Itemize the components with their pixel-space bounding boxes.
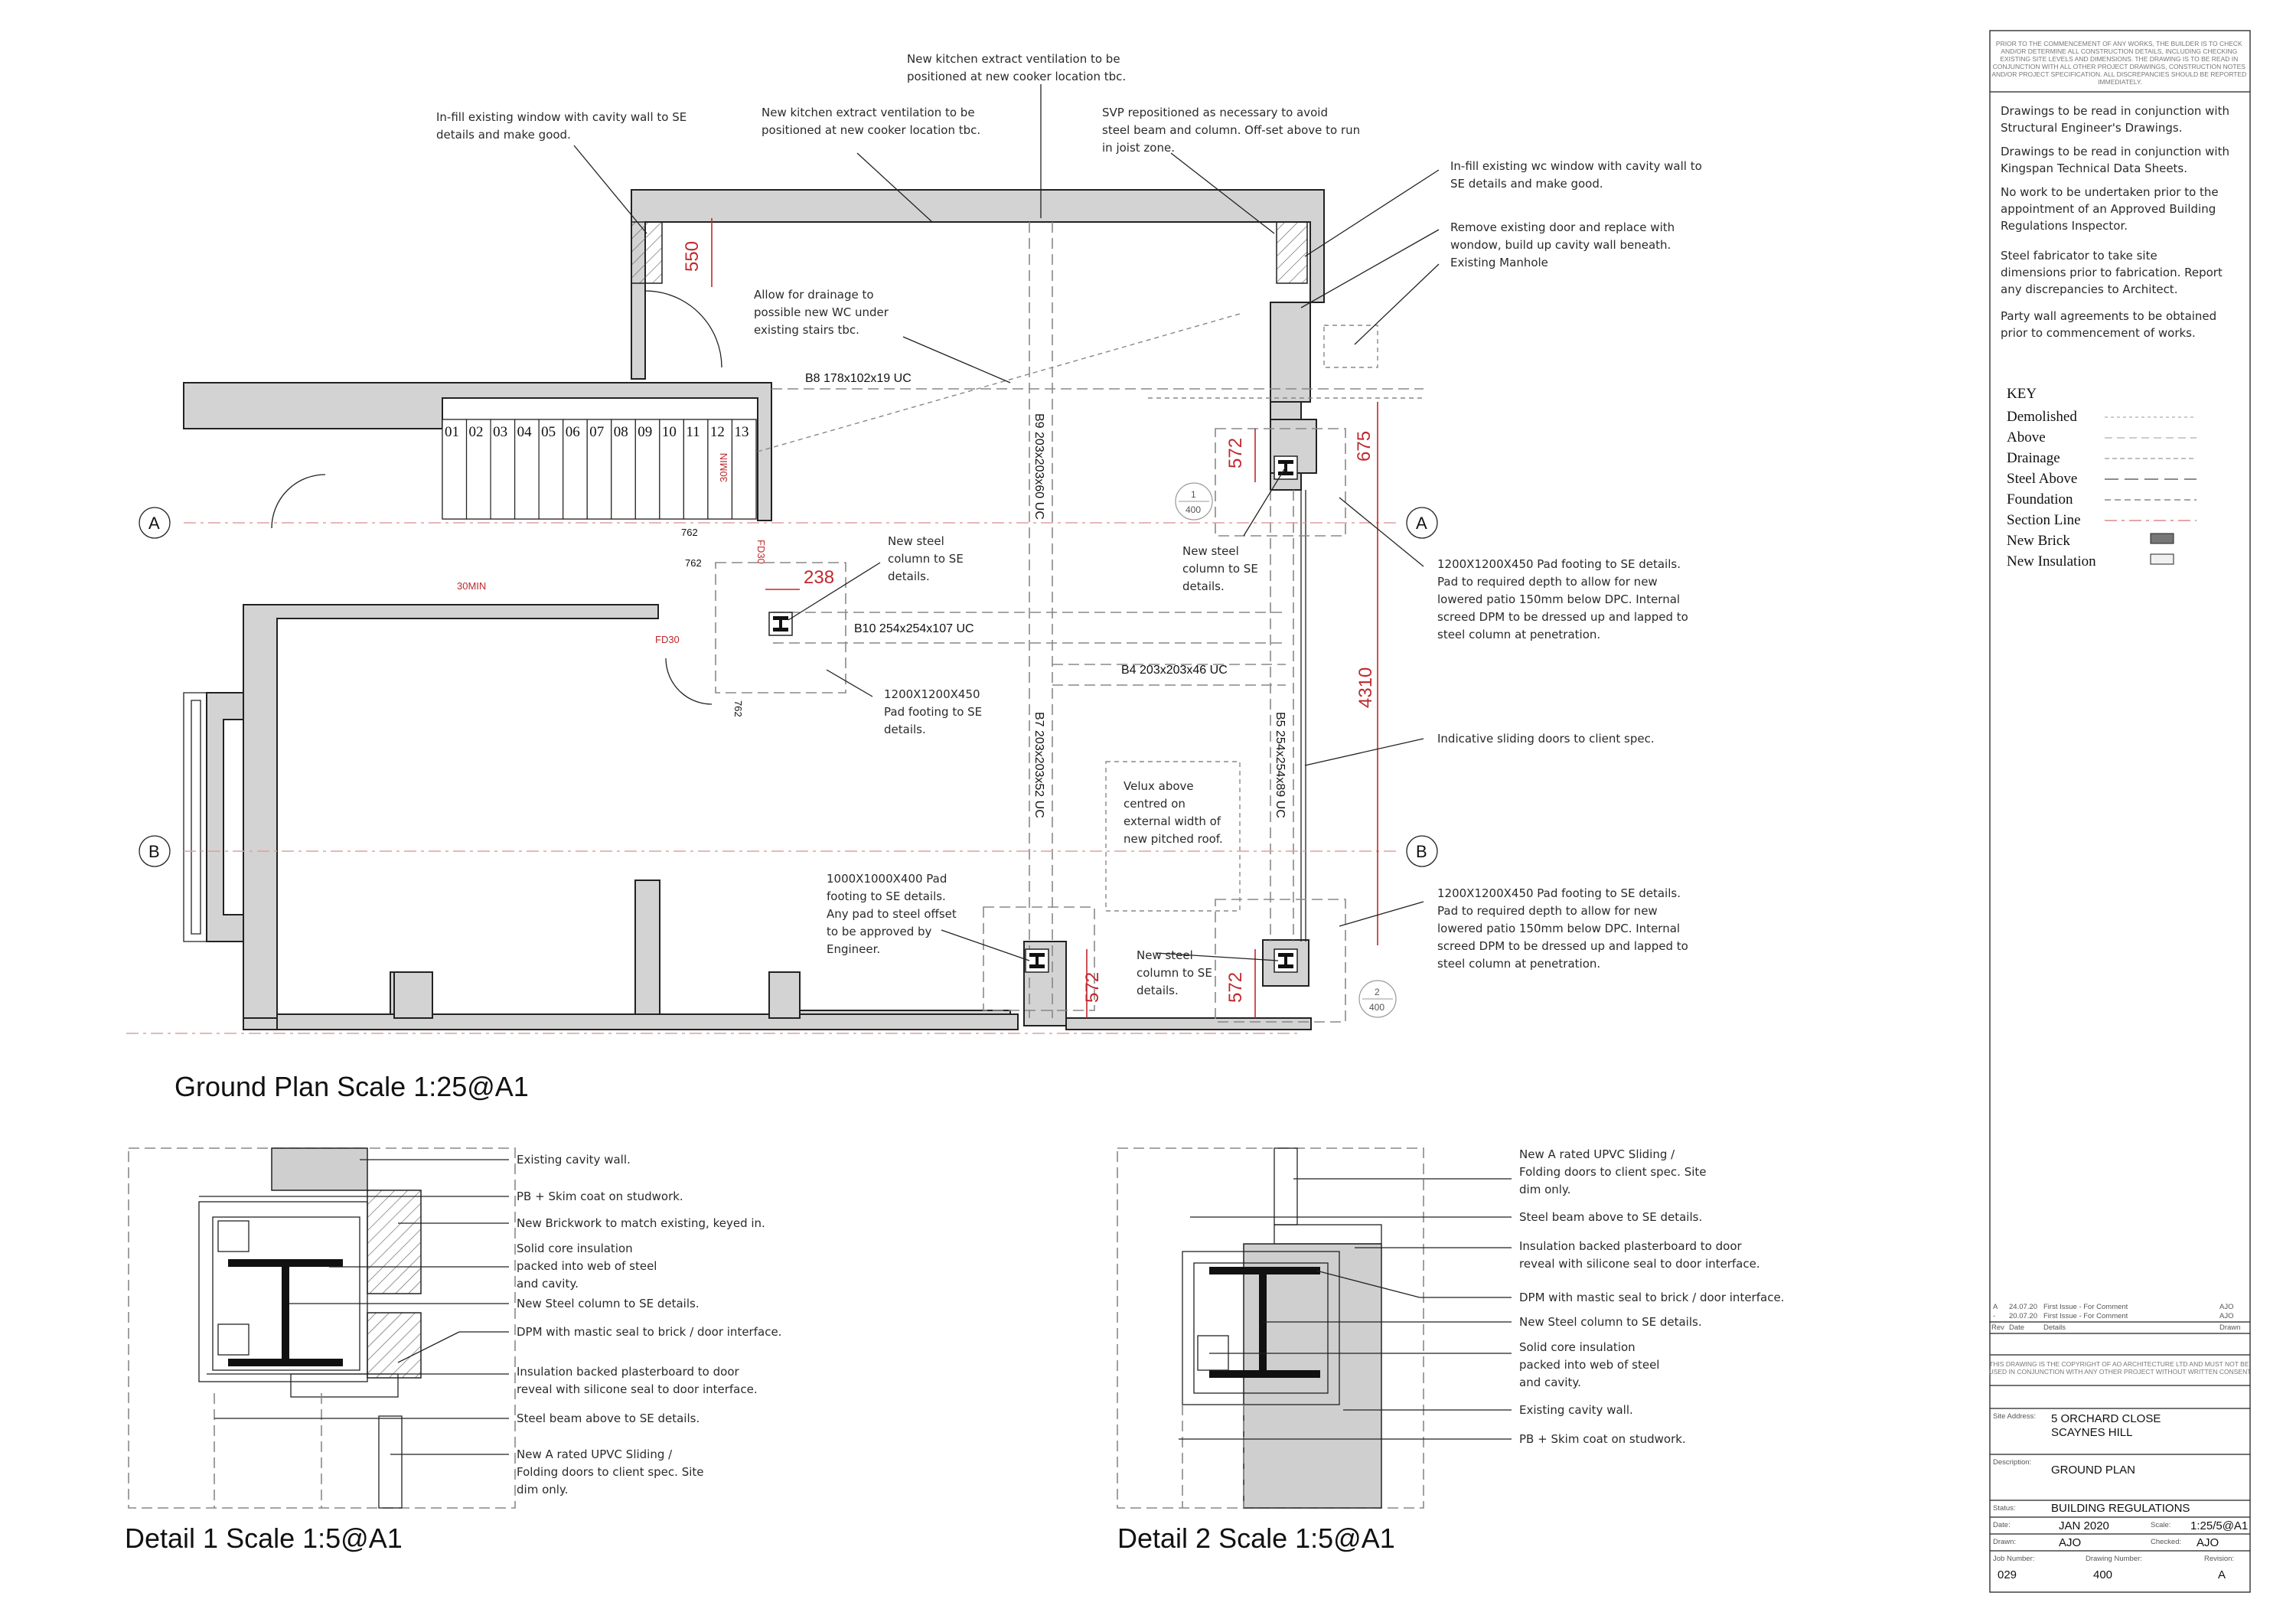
tb-copyright: THIS DRAWING IS THE COPYRIGHT OF AO ARCHITECTURE LTD AND MUST NOT BE USED IN CONJUNCTION WITH ANY OTHER PROJECT WITHOUT WRITTEN CONSENT	[1988, 1360, 2252, 1376]
stair-step-number: 08	[613, 424, 628, 440]
detail-marker-2	[1359, 981, 1396, 1017]
d2-note-3: DPM with mastic seal to brick / door interface.	[1519, 1291, 1785, 1304]
leader-sliding	[1305, 739, 1424, 765]
beam-b9-label: B9 203x203x60 UC	[1032, 413, 1045, 520]
living-left-wall	[243, 605, 658, 1018]
manhole	[1324, 325, 1378, 367]
tb-drawing: 400	[2093, 1568, 2113, 1581]
door-width-2: 762	[685, 557, 702, 569]
detail-1	[125, 1148, 781, 1554]
leader-pad-right-bottom	[1339, 902, 1424, 926]
svg-text:AJO: AJO	[2219, 1303, 2234, 1311]
title-block	[1989, 31, 2252, 1592]
d2-note-7: PB + Skim coat on studwork.	[1519, 1432, 1686, 1446]
tb-revision: A	[2218, 1568, 2226, 1581]
note-remove-door: Remove existing door and replace with wondow, build up cavity wall beneath.	[1450, 220, 1675, 252]
note-steel-col-bottom: New steel column to SE details.	[1137, 948, 1212, 997]
svg-text:B: B	[148, 842, 160, 861]
tb-scale-label: Scale:	[2151, 1521, 2171, 1529]
d2-note-2: Insulation backed plasterboard to door reveal with silicone seal to door interface.	[1519, 1239, 1760, 1271]
stair-note: 30MIN	[718, 452, 729, 482]
dim-572-b: 572	[1082, 971, 1103, 1003]
dim-572-c: 572	[1225, 971, 1246, 1003]
door-swing-hall	[272, 475, 325, 528]
stair-step-number: 09	[638, 424, 653, 440]
detail-marker-1	[1176, 483, 1212, 520]
svg-text:A: A	[1416, 514, 1427, 533]
svg-text:First Issue - For Comment: First Issue - For Comment	[2043, 1312, 2128, 1320]
bay-window	[184, 693, 207, 942]
d1-note-4: New Steel column to SE details.	[517, 1297, 700, 1310]
note-svp: SVP repositioned as necessary to avoid steel beam and column. Off-set above to run in joist zone.	[1102, 106, 1361, 155]
tb-job: 029	[1998, 1568, 2017, 1581]
d1-note-3: Solid core insulation packed into web of steel and cavity.	[517, 1242, 657, 1291]
note-pad-1200-mid: 1200X1200X450 Pad footing to SE details.	[884, 687, 983, 736]
svg-text:A: A	[1993, 1303, 1998, 1311]
stair-step-number: 05	[541, 424, 556, 440]
svg-text:1: 1	[1191, 489, 1196, 500]
note-steel-col-1: New steel column to SE details.	[888, 534, 964, 583]
d2-note-1: Steel beam above to SE details.	[1519, 1210, 1703, 1224]
d2-note-6: Existing cavity wall.	[1519, 1403, 1633, 1417]
svg-text:Date: Date	[2009, 1323, 2025, 1332]
note-steel-col-right: New steel column to SE details.	[1182, 544, 1258, 593]
tb-site-address: 5 ORCHARD CLOSE SCAYNES HILL	[2051, 1412, 2161, 1439]
key-item-label: New Brick	[2007, 533, 2070, 549]
section-marker-b-right	[1407, 836, 1437, 866]
tb-note-0: Drawings to be read in conjunction with Structural Engineer's Drawings.	[2001, 104, 2229, 135]
stair-step-number: 11	[686, 424, 700, 440]
note-infill-window: In-fill existing window with cavity wall to SE details and make good.	[436, 110, 687, 142]
tb-drawn: AJO	[2059, 1536, 2082, 1549]
key-item-label: New Insulation	[2007, 553, 2096, 569]
fd30-a: FD30	[755, 540, 767, 564]
d1-note-2: New Brickwork to match existing, keyed in.	[517, 1216, 765, 1230]
d1-note-5: DPM with mastic seal to brick / door interface.	[517, 1325, 782, 1339]
note-manhole: Existing Manhole	[1450, 256, 1548, 269]
key-item-label: Steel Above	[2007, 471, 2078, 487]
d1-brick-lower	[367, 1313, 421, 1378]
tb-job-label: Job Number:	[1993, 1555, 2035, 1563]
beam-b4-label: B4 203x203x46 UC	[1121, 664, 1228, 677]
door-swing-top	[645, 291, 722, 367]
note-drainage: Allow for drainage to possible new WC under existing stairs tbc.	[754, 288, 889, 337]
beam-b5-label: B5 254x254x89 UC	[1274, 712, 1287, 818]
svg-text:Rev: Rev	[1991, 1323, 2004, 1332]
beam-b7-label: B7 203x203x52 UC	[1032, 712, 1045, 818]
bay-wall	[207, 693, 243, 942]
tb-date: JAN 2020	[2059, 1519, 2109, 1532]
stair-step-number: 13	[734, 424, 749, 440]
beam-b10-label: B10 254x254x107 UC	[854, 622, 974, 635]
stair-step-number: 06	[565, 424, 580, 440]
tb-note-3: Steel fabricator to take site dimensions prior to fabrication. Report any discrepancies to Architect.	[2001, 249, 2223, 296]
d1-note-7: Steel beam above to SE details.	[517, 1411, 700, 1425]
leader-pad-mid	[827, 670, 872, 697]
wall-stub-1	[394, 972, 432, 1018]
tb-drawn-label: Drawn:	[1993, 1538, 2017, 1546]
note-pad-right-bottom: 1200X1200X450 Pad footing to SE details. Pad to required depth to allow for new lowered patio 150mm below DPC. Internal screed DPM to be dressed up and lapped to steel column at penetration.	[1437, 886, 1688, 971]
door-width-3: 762	[732, 700, 744, 717]
detail-2-title: Detail 2 Scale 1:5@A1	[1117, 1522, 1395, 1554]
beam-b8-label: B8 178x102x19 UC	[805, 372, 912, 385]
title-block-frame	[1990, 31, 2250, 1592]
d2-steel-bottom	[1209, 1370, 1320, 1378]
svg-text:24.07.20: 24.07.20	[2009, 1303, 2037, 1311]
note-kitchen-extract-top: New kitchen extract ventilation to be positioned at new cooker location tbc.	[907, 52, 1127, 83]
tb-revision-label: Revision:	[2204, 1555, 2235, 1563]
d2-door-frame	[1274, 1148, 1297, 1225]
key-item-label: Above	[2007, 429, 2046, 445]
svg-text:AJO: AJO	[2219, 1312, 2234, 1320]
d2-note-5: Solid core insulation packed into web of steel and cavity.	[1519, 1340, 1660, 1389]
leader-infill-wc	[1305, 170, 1439, 256]
d1-door-frame	[379, 1416, 402, 1508]
note-pad-right-top: 1200X1200X450 Pad footing to SE details. Pad to required depth to allow for new lowered patio 150mm below DPC. Internal screed DPM to be dressed up and lapped to steel column at penetration.	[1437, 557, 1688, 641]
door-width-1: 762	[681, 527, 698, 538]
tb-status: BUILDING REGULATIONS	[2051, 1502, 2190, 1515]
note-infill-wc: In-fill existing wc window with cavity wall to SE details and make good.	[1450, 159, 1702, 191]
tb-site-label: Site Address:	[1993, 1412, 2036, 1421]
tb-checked: AJO	[2197, 1536, 2219, 1549]
ground-plan	[126, 52, 1706, 1102]
d1-note-0: Existing cavity wall.	[517, 1153, 631, 1167]
revisions	[1990, 1303, 2250, 1333]
leader-drainage	[903, 337, 1010, 383]
section-marker-a-left	[139, 507, 170, 538]
wall-stub-2	[769, 972, 800, 1018]
d1-insulation-left	[218, 1221, 249, 1252]
note-pad-1000: 1000X1000X400 Pad footing to SE details. Any pad to steel offset to be approved by Engineer.	[827, 872, 957, 956]
dim-4310: 4310	[1355, 667, 1376, 708]
key-title: KEY	[2007, 386, 2037, 402]
d1-existing-wall	[272, 1148, 367, 1190]
svg-text:Drawn: Drawn	[2219, 1323, 2241, 1332]
svg-text:400: 400	[1369, 1002, 1385, 1013]
d1-brick-upper	[367, 1190, 421, 1294]
tb-date-label: Date:	[1993, 1521, 2011, 1529]
svg-text:B: B	[1416, 842, 1427, 861]
d1-steel-top	[228, 1259, 343, 1267]
steel-column-mid	[769, 612, 792, 635]
key-box-swatch	[2151, 554, 2174, 564]
tb-drawing-label: Drawing Number:	[2086, 1555, 2142, 1563]
key-box-swatch	[2151, 534, 2174, 543]
detail-1-leaders	[199, 1160, 509, 1454]
svg-text:A: A	[148, 514, 160, 533]
section-marker-b-left	[139, 836, 170, 866]
d2-note-0: New A rated UPVC Sliding / Folding doors to client spec. Site dim only.	[1519, 1147, 1707, 1196]
d2-note-4: New Steel column to SE details.	[1519, 1315, 1702, 1329]
key-item-label: Demolished	[2007, 409, 2077, 425]
leader-manhole	[1355, 264, 1439, 344]
tb-disclaimer: PRIOR TO THE COMMENCEMENT OF ANY WORKS, THE BUILDER IS TO CHECK AND/OR DETERMINE ALL CONSTRUCTION DETAILS, INCLUDING CHECKING EXISTING SITE LEVELS AND DIMENSIONS. THE DRAWING IS TO BE READ IN CONJUNCTION WITH ALL OTHER PROJECT DRAWINGS, CONSTRUCTION NOTES AND/OR PROJECT SPECIFICATION. ALL DISCREPANCIES SHOULD BE REPORTED IMMEDIATELY.	[1991, 40, 2247, 86]
right-wall-upper	[1270, 302, 1310, 402]
tb-desc-label: Description:	[1993, 1458, 2032, 1467]
dim-572-a: 572	[1225, 437, 1246, 468]
svg-text:2: 2	[1375, 987, 1380, 997]
tb-status-label: Status:	[1993, 1504, 2016, 1513]
stair-step-number: 04	[517, 424, 532, 440]
leader-pad-1000	[941, 930, 1029, 961]
svg-text:First Issue - For Comment: First Issue - For Comment	[2043, 1303, 2128, 1311]
section-marker-a-right	[1407, 507, 1437, 538]
d2-steel-top	[1209, 1267, 1320, 1274]
leader-col-right	[1244, 467, 1286, 536]
svg-text:400: 400	[1186, 504, 1202, 515]
stair-step-number: 01	[445, 424, 459, 440]
bottom-band	[277, 1014, 1018, 1030]
key-list	[2007, 409, 2197, 569]
tb-note-1: Drawings to be read in conjunction with Kingspan Technical Data Sheets.	[2001, 145, 2229, 175]
tb-description: GROUND PLAN	[2051, 1464, 2136, 1477]
stair-step-number: 03	[493, 424, 508, 440]
svg-text:20.07.20: 20.07.20	[2009, 1312, 2037, 1320]
tb-note-2: No work to be undertaken prior to the appointment of an Approved Building Regulations Inspector.	[2001, 185, 2219, 233]
stair-step-number: 10	[661, 424, 677, 440]
infill-window-left	[631, 222, 662, 283]
stair-step-number: 07	[589, 424, 605, 440]
d1-note-1: PB + Skim coat on studwork.	[517, 1190, 683, 1203]
tb-scale: 1:25/5@A1	[2190, 1519, 2249, 1532]
note-kitchen-extract: New kitchen extract ventilation to be positioned at new cooker location tbc.	[762, 106, 981, 137]
top-wall	[631, 190, 1324, 379]
infill-window-right	[1277, 222, 1307, 283]
d1-note-6: Insulation backed plasterboard to door reveal with silicone seal to door interface.	[517, 1365, 758, 1396]
note-sliding-doors: Indicative sliding doors to client spec.	[1437, 732, 1655, 746]
note-velux: Velux above centred on external width of new pitched roof.	[1124, 779, 1223, 846]
ground-plan-title: Ground Plan Scale 1:25@A1	[174, 1071, 529, 1102]
tb-note-4: Party wall agreements to be obtained prior to commencement of works.	[2001, 309, 2217, 340]
key-item-label: Section Line	[2007, 512, 2081, 528]
fd30-b: FD30	[655, 634, 680, 645]
d1-steel-bottom	[228, 1359, 343, 1366]
d1-note-8: New A rated UPVC Sliding / Folding doors to client spec. Site dim only.	[517, 1447, 704, 1496]
detail-2	[1117, 1147, 1784, 1554]
stair	[442, 419, 756, 519]
d1-steel-web	[282, 1267, 289, 1359]
stair-step-number: 12	[709, 424, 725, 440]
svg-text:Details: Details	[2043, 1323, 2066, 1332]
bottom-wall-right	[1066, 1018, 1311, 1030]
svg-text:-: -	[1993, 1312, 1996, 1320]
key-item-label: Foundation	[2007, 491, 2073, 507]
stair-note-2: 30MIN	[457, 580, 487, 592]
d1-insulation-left-2	[218, 1324, 249, 1355]
tb-checked-label: Checked:	[2151, 1538, 2182, 1546]
dim-550: 550	[682, 240, 703, 272]
stair-step-number: 02	[468, 424, 484, 440]
detail-1-title: Detail 1 Scale 1:5@A1	[125, 1522, 403, 1554]
door-swing-living	[666, 658, 712, 704]
d2-sill	[1274, 1225, 1381, 1244]
dim-238: 238	[804, 567, 835, 588]
key-item-label: Drainage	[2007, 450, 2060, 466]
dim-675: 675	[1354, 430, 1375, 462]
